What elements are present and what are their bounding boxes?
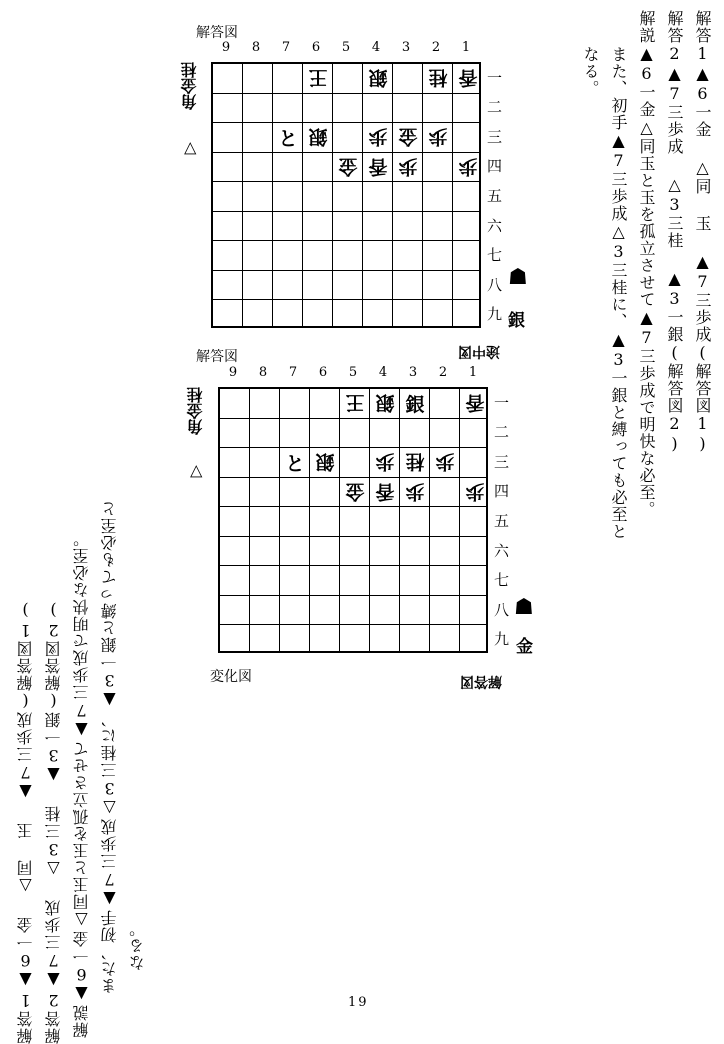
board2-sente-mark: ☗ bbox=[514, 595, 534, 620]
board1 bbox=[211, 62, 481, 328]
rank-label: 四 bbox=[487, 157, 503, 176]
file-label: 2 bbox=[438, 365, 448, 380]
shogi-piece: 歩 bbox=[465, 479, 485, 502]
rank-label: 三 bbox=[494, 452, 510, 471]
grid-line bbox=[242, 64, 243, 326]
rank-label: 六 bbox=[494, 541, 510, 560]
shogi-piece: 銀 bbox=[375, 391, 395, 414]
file-label: 1 bbox=[468, 365, 478, 380]
rank-label: 六 bbox=[487, 216, 503, 235]
rank-label: 七 bbox=[494, 571, 510, 590]
page-number: 19 bbox=[348, 995, 369, 1010]
shogi-piece: 桂 bbox=[405, 450, 425, 473]
file-label: 6 bbox=[318, 365, 328, 380]
file-label: 6 bbox=[311, 40, 321, 55]
inverted-commentary-line-5: なる。 bbox=[128, 920, 147, 971]
grid-line bbox=[459, 389, 460, 651]
rank-label: 九 bbox=[494, 630, 510, 649]
board1-opponent-hand: 角金桂 bbox=[180, 62, 199, 110]
board1-opponent-hand-mark: ▽ bbox=[184, 140, 197, 159]
inverted-commentary-line-4: また、初手▲7三歩成△3三桂に、▲3一銀と縛っても必至と bbox=[100, 500, 119, 994]
file-label: 5 bbox=[348, 365, 358, 380]
file-label: 7 bbox=[288, 365, 298, 380]
board1-bottom-caption: 途中図 bbox=[458, 343, 500, 359]
grid-line bbox=[272, 64, 273, 326]
grid-line bbox=[369, 389, 370, 651]
board2-sente-hand: 金 bbox=[516, 637, 533, 657]
board1-sente-mark: ☗ bbox=[508, 265, 528, 290]
shogi-piece: と bbox=[278, 128, 298, 151]
grid-line bbox=[220, 536, 486, 537]
grid-line bbox=[249, 389, 250, 651]
rank-label: 五 bbox=[487, 187, 503, 205]
rank-label: 二 bbox=[487, 98, 503, 117]
board2 bbox=[218, 387, 488, 653]
shogi-piece: 香 bbox=[458, 66, 478, 89]
shogi-piece: 王 bbox=[345, 391, 365, 414]
grid-line bbox=[213, 299, 479, 300]
shogi-piece: 香 bbox=[375, 479, 395, 502]
shogi-piece: 歩 bbox=[368, 125, 388, 148]
board1-caption: 解答図 bbox=[196, 25, 238, 41]
file-label: 2 bbox=[431, 40, 441, 55]
file-label: 3 bbox=[401, 40, 411, 55]
grid-line bbox=[213, 211, 479, 212]
file-label: 9 bbox=[228, 365, 238, 380]
shogi-piece: 金 bbox=[338, 154, 358, 177]
shogi-piece: 王 bbox=[308, 66, 328, 89]
rank-label: 八 bbox=[487, 275, 503, 294]
grid-line bbox=[220, 624, 486, 625]
rank-label: 一 bbox=[494, 393, 510, 412]
grid-line bbox=[452, 64, 453, 326]
rank-label: 九 bbox=[487, 305, 503, 324]
shogi-piece: 香 bbox=[368, 154, 388, 177]
shogi-piece: 金 bbox=[398, 125, 418, 148]
grid-line bbox=[220, 595, 486, 596]
grid-line bbox=[213, 270, 479, 271]
shogi-piece: 歩 bbox=[405, 479, 425, 502]
file-label: 8 bbox=[258, 365, 268, 380]
shogi-piece: 銀 bbox=[308, 125, 328, 148]
shogi-piece: 歩 bbox=[375, 450, 395, 473]
shogi-piece: 歩 bbox=[428, 125, 448, 148]
file-label: 4 bbox=[371, 40, 381, 55]
grid-line bbox=[399, 389, 400, 651]
grid-line bbox=[362, 64, 363, 326]
file-label: 8 bbox=[251, 40, 261, 55]
file-label: 4 bbox=[378, 365, 388, 380]
grid-line bbox=[429, 389, 430, 651]
board2-caption: 解答図 bbox=[196, 349, 238, 365]
shogi-piece: 歩 bbox=[435, 450, 455, 473]
grid-line bbox=[422, 64, 423, 326]
board2-opponent-hand-mark: ▽ bbox=[190, 463, 203, 482]
file-label: 5 bbox=[341, 40, 351, 55]
inverted-commentary-line-3: 解説▲6一金△同玉と玉を孤立させて▲7三歩成で明快な必至。 bbox=[72, 530, 91, 1038]
board1-sente-hand: 銀 bbox=[508, 311, 525, 331]
inverted-commentary-line-2: 解答2▲7三歩成 △3三桂 ▲3一銀(解答図2) bbox=[44, 600, 63, 1044]
board2-opponent-hand: 角金桂 bbox=[186, 387, 205, 435]
grid-line bbox=[220, 565, 486, 566]
file-label: 9 bbox=[221, 40, 231, 55]
file-label: 3 bbox=[408, 365, 418, 380]
shogi-piece: 歩 bbox=[458, 154, 478, 177]
shogi-piece: 銀 bbox=[315, 450, 335, 473]
commentary-line-3: 解説▲6一金△同玉と玉を孤立させて▲7三歩成で明快な必至。 bbox=[637, 10, 656, 518]
grid-line bbox=[309, 389, 310, 651]
grid-line bbox=[332, 64, 333, 326]
file-label: 7 bbox=[281, 40, 291, 55]
grid-line bbox=[339, 389, 340, 651]
rank-label: 五 bbox=[494, 512, 510, 530]
rank-label: 七 bbox=[487, 246, 503, 265]
commentary-line-5: なる。 bbox=[581, 46, 600, 97]
commentary-line-4: また、初手▲7三歩成△3三桂に、▲3一銀と縛っても必至と bbox=[609, 46, 628, 540]
shogi-piece: 金 bbox=[345, 479, 365, 502]
grid-line bbox=[213, 240, 479, 241]
rank-label: 二 bbox=[494, 423, 510, 442]
board2-bottom-caption: 変化図 bbox=[210, 669, 252, 685]
commentary-line-2: 解答2▲7三歩成 △3三桂 ▲3一銀(解答図2) bbox=[665, 10, 684, 454]
grid-line bbox=[302, 64, 303, 326]
shogi-piece: 香 bbox=[465, 391, 485, 414]
inverted-commentary-line-1: 解答1▲6一金 △同 玉 ▲7三歩成(解答図1) bbox=[16, 600, 35, 1044]
grid-line bbox=[392, 64, 393, 326]
file-label: 1 bbox=[461, 40, 471, 55]
board2-inverted-caption: 解答図 bbox=[460, 673, 502, 689]
rank-label: 三 bbox=[487, 127, 503, 146]
rank-label: 四 bbox=[494, 482, 510, 501]
rank-label: 一 bbox=[487, 68, 503, 87]
shogi-piece: 銀 bbox=[405, 394, 425, 417]
grid-line bbox=[279, 389, 280, 651]
shogi-piece: と bbox=[285, 453, 305, 476]
shogi-piece: 歩 bbox=[398, 154, 418, 177]
commentary-line-1: 解答1▲6一金 △同 玉 ▲7三歩成(解答図1) bbox=[693, 10, 712, 454]
shogi-piece: 銀 bbox=[368, 66, 388, 89]
rank-label: 八 bbox=[494, 600, 510, 619]
shogi-piece: 桂 bbox=[428, 66, 448, 89]
